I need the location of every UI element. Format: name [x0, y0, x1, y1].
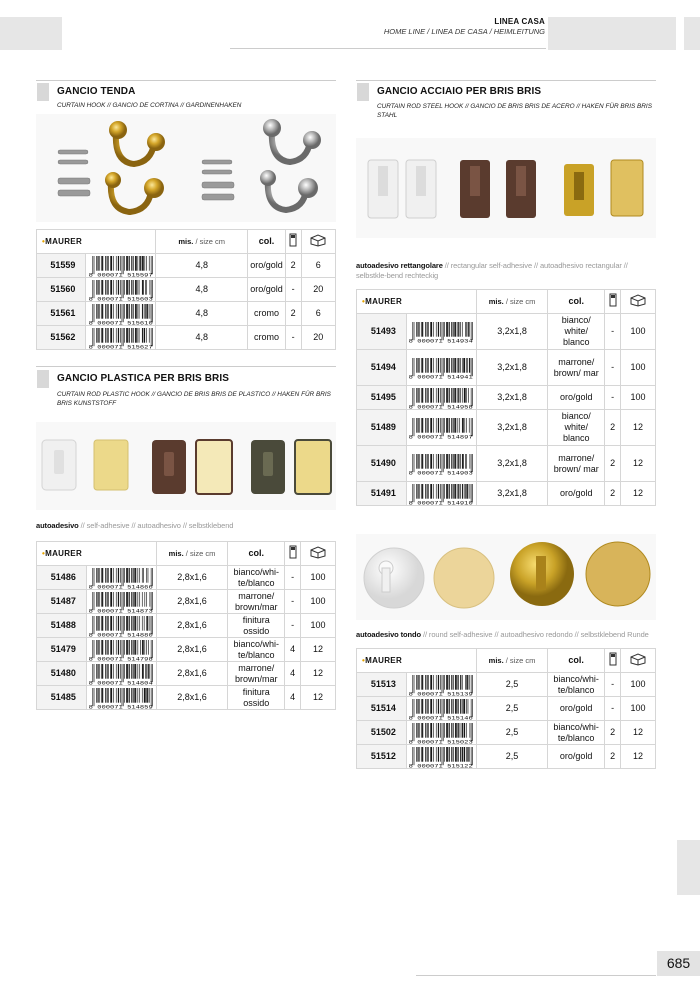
box-qty: 12 — [621, 745, 656, 769]
product-code: 51512 — [357, 745, 407, 769]
box-icon — [301, 542, 336, 566]
barcode-icon — [88, 688, 154, 709]
unit-qty: - — [605, 350, 621, 386]
barcode-number: 8 000071 515610 — [88, 320, 153, 325]
product-code: 51486 — [37, 566, 87, 590]
unit-icon — [605, 649, 621, 673]
product-code: 51559 — [37, 254, 86, 278]
size-value: 2,5 — [476, 721, 547, 745]
unit-qty: 2 — [285, 302, 301, 326]
color-value: oro/gold — [548, 386, 605, 410]
col-header-size: mis. / size cm — [156, 230, 248, 254]
barcode-icon — [408, 747, 474, 768]
barcode-cell — [406, 314, 476, 350]
size-value: 3,2x1,8 — [476, 410, 548, 446]
section-subtitle: CURTAIN ROD STEEL HOOK // GANCIO DE BRIS BRIS DE ACERO // HAKEN FÜR BRIS BRIS STAHL — [377, 103, 652, 119]
product-code: 51485 — [37, 686, 87, 710]
size-value: 2,8x1,6 — [156, 566, 227, 590]
box-qty: 6 — [301, 254, 335, 278]
unit-icon — [285, 230, 301, 254]
unit-qty: - — [605, 673, 621, 697]
color-value: bianco/whi-te/blanco — [228, 638, 285, 662]
section-marker — [357, 83, 369, 101]
barcode-cell — [86, 638, 156, 662]
box-qty: 6 — [301, 302, 335, 326]
box-qty: 12 — [301, 662, 336, 686]
barcode-cell — [86, 614, 156, 638]
barcode-number: 8 000071 515627 — [88, 344, 153, 349]
barcode-icon — [88, 304, 154, 325]
brand-logo: •MAURER — [37, 230, 156, 254]
size-value: 3,2x1,8 — [476, 482, 548, 506]
table-row — [37, 686, 336, 710]
box-qty: 20 — [301, 278, 335, 302]
table-row — [357, 350, 656, 386]
unit-qty: - — [605, 386, 621, 410]
table-row — [37, 590, 336, 614]
barcode-cell — [86, 302, 156, 326]
unit-qty: 2 — [605, 410, 621, 446]
barcode-icon — [88, 616, 154, 637]
section-header-gancio-acciaio — [357, 83, 541, 101]
section-title: GANCIO TENDA — [57, 86, 136, 97]
unit-qty: 4 — [285, 686, 301, 710]
barcode-cell — [406, 446, 476, 482]
barcode-cell — [86, 566, 156, 590]
table-row — [357, 745, 656, 769]
table-row — [357, 482, 656, 506]
table-row — [357, 673, 656, 697]
barcode-cell — [406, 410, 476, 446]
barcode-number: 8 000071 514804 — [88, 680, 154, 685]
brand-logo: •MAURER — [37, 542, 157, 566]
size-value: 2,8x1,6 — [156, 638, 227, 662]
caption-autoadesivo-rettangolare: autoadesivo rettangolare // rectangular self-adhesive // autoadhesivo rectangular // selbstkle-bend rechteckig — [356, 261, 628, 280]
box-qty: 12 — [301, 638, 336, 662]
product-code: 51562 — [37, 326, 86, 350]
size-value: 4,8 — [156, 302, 248, 326]
color-value: bianco/ white/ blanco — [548, 314, 605, 350]
product-code: 51491 — [357, 482, 407, 506]
barcode-icon — [88, 640, 154, 661]
barcode-icon — [88, 280, 154, 301]
color-value: oro/gold — [548, 697, 605, 721]
size-value: 2,8x1,6 — [156, 686, 227, 710]
box-qty: 12 — [621, 721, 656, 745]
box-qty: 12 — [621, 410, 656, 446]
table-row — [357, 697, 656, 721]
color-value: cromo — [248, 302, 286, 326]
page-number: 685 — [657, 951, 700, 976]
barcode-icon — [408, 358, 474, 379]
box-icon — [621, 290, 656, 314]
color-value: oro/gold — [548, 482, 605, 506]
product-photo-plastic-hooks — [36, 422, 336, 510]
product-code: 51490 — [357, 446, 407, 482]
product-table-gancio-tondo — [356, 648, 656, 769]
color-value: marrone/ brown/mar — [228, 590, 285, 614]
table-row — [357, 721, 656, 745]
color-value: oro/gold — [248, 278, 286, 302]
caption-autoadesivo-tondo: autoadesivo tondo // round self-adhesive // autoadhesivo redondo // selbstklebend Runde — [356, 630, 649, 639]
tbody — [37, 566, 336, 710]
section-header-gancio-plastica — [37, 370, 229, 388]
barcode-cell — [406, 697, 476, 721]
caption-autoadesivo: autoadesivo // self-adhesive // autoadhesivo // selbstklebend — [36, 521, 234, 530]
table-row — [37, 326, 336, 350]
box-qty: 100 — [621, 673, 656, 697]
box-qty: 12 — [621, 482, 656, 506]
section-title: GANCIO PLASTICA PER BRIS BRIS — [57, 373, 229, 384]
barcode-cell — [406, 673, 476, 697]
barcode-number: 8 000071 515597 — [88, 272, 153, 277]
table-row — [37, 662, 336, 686]
barcode-icon — [88, 328, 154, 349]
barcode-icon — [408, 454, 474, 475]
product-code: 51514 — [357, 697, 407, 721]
barcode-icon — [408, 699, 474, 720]
unit-qty: 2 — [605, 482, 621, 506]
col-header-color: col. — [228, 542, 285, 566]
unit-qty: 2 — [605, 446, 621, 482]
barcode-icon — [88, 664, 154, 685]
product-table-gancio-plastica — [36, 541, 336, 710]
unit-qty: - — [285, 566, 301, 590]
size-value: 4,8 — [156, 278, 248, 302]
size-value: 3,2x1,8 — [476, 386, 548, 410]
box-qty: 12 — [301, 686, 336, 710]
barcode-icon — [88, 568, 154, 589]
unit-qty: - — [285, 590, 301, 614]
col-header-size: mis. / size cm — [476, 290, 548, 314]
barcode-cell — [406, 745, 476, 769]
header-subtitle: HOME LINE / LINEA DE CASA / HEIMLEITUNG — [383, 27, 545, 36]
size-value: 3,2x1,8 — [476, 446, 548, 482]
barcode-icon — [88, 592, 154, 613]
col-header-color: col. — [548, 649, 605, 673]
table-row — [357, 314, 656, 350]
barcode-cell — [406, 721, 476, 745]
product-code: 51513 — [357, 673, 407, 697]
header — [384, 17, 545, 36]
barcode-number: 8 000071 514873 — [88, 608, 154, 613]
color-value: bianco/whi-te/blanco — [548, 673, 605, 697]
barcode-cell — [86, 326, 156, 350]
product-code: 51502 — [357, 721, 407, 745]
header-block-left — [0, 17, 62, 50]
barcode-cell — [406, 386, 476, 410]
product-photo-steel-hooks — [356, 138, 656, 238]
unit-icon — [285, 542, 301, 566]
size-value: 2,8x1,6 — [156, 590, 227, 614]
barcode-number: 8 000071 514903 — [408, 470, 474, 475]
table-row — [37, 254, 336, 278]
barcode-cell — [86, 662, 156, 686]
unit-icon — [605, 290, 621, 314]
product-photo-curtain-hooks — [36, 114, 336, 222]
barcode-icon — [408, 723, 474, 744]
section-header-gancio-tenda — [37, 83, 135, 101]
unit-qty: 2 — [605, 721, 621, 745]
color-value: marrone/ brown/ mar — [548, 446, 605, 482]
section-rule — [36, 80, 336, 81]
barcode-number: 8 000071 514880 — [88, 632, 154, 637]
table-row — [357, 386, 656, 410]
tbody — [357, 673, 656, 769]
barcode-number: 8 000071 514897 — [408, 434, 474, 439]
product-code: 51493 — [357, 314, 407, 350]
box-qty: 100 — [301, 566, 336, 590]
box-qty: 12 — [621, 446, 656, 482]
size-value: 2,8x1,6 — [156, 614, 227, 638]
box-qty: 100 — [301, 614, 336, 638]
color-value: bianco/whi-te/blanco — [548, 721, 605, 745]
size-value: 2,5 — [476, 697, 547, 721]
unit-qty: 2 — [605, 745, 621, 769]
barcode-number: 8 000071 514866 — [88, 584, 154, 589]
barcode-cell — [86, 278, 156, 302]
product-code: 51480 — [37, 662, 87, 686]
size-value: 3,2x1,8 — [476, 314, 548, 350]
table-row — [37, 566, 336, 590]
box-qty: 100 — [301, 590, 336, 614]
product-code: 51489 — [357, 410, 407, 446]
header-title: LINEA CASA — [494, 17, 545, 26]
product-table-gancio-acciaio — [356, 289, 656, 506]
color-value: oro/gold — [248, 254, 286, 278]
box-icon — [621, 649, 656, 673]
table-row — [357, 410, 656, 446]
barcode-number: 8 000071 514798 — [88, 656, 154, 661]
barcode-number: 8 000071 515122 — [408, 763, 474, 768]
unit-qty: 4 — [285, 662, 301, 686]
product-code: 51479 — [37, 638, 87, 662]
barcode-number: 8 000071 515603 — [88, 296, 153, 301]
barcode-number: 8 000071 514934 — [408, 338, 474, 343]
tbody — [37, 254, 336, 350]
box-qty: 100 — [621, 350, 656, 386]
barcode-cell — [406, 482, 476, 506]
col-header-size: mis. / size cm — [476, 649, 547, 673]
size-value: 2,8x1,6 — [156, 662, 227, 686]
product-photo-round-hooks — [356, 534, 656, 620]
brand-logo: •MAURER — [357, 290, 477, 314]
barcode-icon — [88, 256, 154, 277]
col-header-color: col. — [548, 290, 605, 314]
barcode-icon — [408, 675, 474, 696]
product-code: 51495 — [357, 386, 407, 410]
size-value: 3,2x1,8 — [476, 350, 548, 386]
table-row — [357, 446, 656, 482]
section-subtitle: CURTAIN HOOK // GANCIO DE CORTINA // GARDINENHAKEN — [57, 102, 242, 109]
section-rule — [36, 366, 336, 367]
table-row — [37, 278, 336, 302]
barcode-icon — [408, 484, 474, 505]
header-block-right — [548, 17, 676, 50]
barcode-icon — [408, 322, 474, 343]
color-value: bianco/whi-te/blanco — [228, 566, 285, 590]
table-row — [37, 614, 336, 638]
product-code: 51487 — [37, 590, 87, 614]
table-row — [37, 638, 336, 662]
unit-qty: - — [285, 278, 301, 302]
barcode-number: 8 000071 515023 — [408, 739, 474, 744]
size-value: 4,8 — [156, 254, 248, 278]
barcode-number: 8 000071 514958 — [408, 404, 474, 409]
barcode-number: 8 000071 514941 — [408, 374, 474, 379]
section-subtitle: CURTAIN ROD PLASTIC HOOK // GANCIO DE BRIS BRIS DE PLASTICO // HAKEN FÜR BRIS BRIS KUNSTSTOFF — [57, 391, 331, 407]
col-header-size: mis. / size cm — [156, 542, 227, 566]
box-qty: 100 — [621, 386, 656, 410]
table-row — [37, 302, 336, 326]
barcode-cell — [86, 686, 156, 710]
header-block-edge — [684, 17, 700, 50]
barcode-icon — [408, 388, 474, 409]
barcode-cell — [86, 590, 156, 614]
unit-qty: - — [285, 614, 301, 638]
color-value: finitura ossido — [228, 686, 285, 710]
tbody — [357, 314, 656, 506]
unit-qty: 4 — [285, 638, 301, 662]
side-tab — [677, 840, 700, 895]
color-value: bianco/ white/ blanco — [548, 410, 605, 446]
unit-qty: - — [605, 697, 621, 721]
size-value: 4,8 — [156, 326, 248, 350]
barcode-number: 8 000071 514859 — [88, 704, 154, 709]
barcode-number: 8 000071 514910 — [408, 500, 474, 505]
box-qty: 100 — [621, 314, 656, 350]
product-code: 51561 — [37, 302, 86, 326]
box-icon — [301, 230, 335, 254]
barcode-cell — [86, 254, 156, 278]
product-table-gancio-tenda — [36, 229, 336, 350]
product-code: 51488 — [37, 614, 87, 638]
unit-qty: - — [605, 314, 621, 350]
section-rule — [356, 80, 656, 81]
barcode-number: 8 000071 515146 — [408, 715, 474, 720]
color-value: oro/gold — [548, 745, 605, 769]
footer-rule — [416, 975, 656, 976]
col-header-color: col. — [248, 230, 286, 254]
box-qty: 20 — [301, 326, 335, 350]
product-code: 51494 — [357, 350, 407, 386]
size-value: 2,5 — [476, 673, 547, 697]
color-value: finitura ossido — [228, 614, 285, 638]
brand-logo: •MAURER — [357, 649, 477, 673]
section-marker — [37, 83, 49, 101]
color-value: marrone/ brown/mar — [228, 662, 285, 686]
size-value: 2,5 — [476, 745, 547, 769]
unit-qty: 2 — [285, 254, 301, 278]
unit-qty: - — [285, 326, 301, 350]
section-title: GANCIO ACCIAIO PER BRIS BRIS — [377, 86, 542, 97]
color-value: cromo — [248, 326, 286, 350]
color-value: marrone/ brown/ mar — [548, 350, 605, 386]
barcode-icon — [408, 418, 474, 439]
barcode-number: 8 000071 515139 — [408, 691, 474, 696]
product-code: 51560 — [37, 278, 86, 302]
section-marker — [37, 370, 49, 388]
barcode-cell — [406, 350, 476, 386]
box-qty: 100 — [621, 697, 656, 721]
header-rule — [230, 48, 546, 49]
